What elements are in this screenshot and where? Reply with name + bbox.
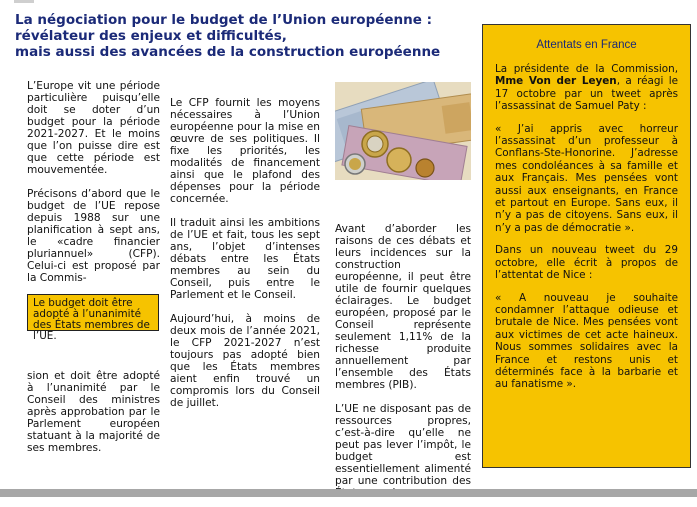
article-column-1 xyxy=(27,80,160,284)
paragraph: Aujourd’hui, à moins de deux mois de l’année 2021, le CFP 2021-2027 n’est toujours pas adopté bien que les États membres aient enfin trouvé un compromis lors du Conseil de juillet. xyxy=(170,313,320,409)
paragraph: L’UE ne disposant pas de ressources propres, c’est-à-dire qu’elle ne peut pas lever l’impôt, le budget est essentiellement alimenté par une contribution des xyxy=(335,403,471,487)
euro-money-illustration xyxy=(335,82,471,180)
highlight-text: Le budget doit être adopté à l’unanimité des États membres de l’UE. xyxy=(33,297,150,342)
top-rule xyxy=(14,0,34,3)
paragraph: Avant d’aborder les raisons de ces débats et leurs incidences sur la construction européenne, il peut être utile de fournir quelques éclairages. Le budget européen, proposé par le Conseil représente seulement 1,11% de la richesse produite annuellement par l’ensemble des États membres (PIB). xyxy=(335,223,471,391)
highlight-box xyxy=(27,294,159,342)
intro-text: La présidente de la Commission, xyxy=(495,63,678,75)
article-column-3 xyxy=(335,223,471,499)
sidebar-intro xyxy=(495,63,678,113)
paragraph: Le CFP fournit les moyens nécessaires à l’Union européenne pour la mise en œuvre de ses politiques. Il fixe les priorités, les modalités de financement ainsi que le plafond des dépenses pour la période concernée. xyxy=(170,97,320,205)
sidebar-box xyxy=(482,24,691,468)
title-line-1: La négociation pour le budget de l’Union européenne : xyxy=(15,12,433,28)
sidebar-quote-1: « J’ai appris avec horreur l’assassinat d’un professeur à Conflans-Ste-Honorine. J’adresse mes condoléances à sa famille et aux Français. Mes pensées vont aussi aux enseignants, en France et partout en Europe. Sans eux, il n’y a pas de citoyens. Sans eux, il n’y a pas de démocratie ». xyxy=(495,122,678,234)
intro-text-end: , a réagi le 17 octobre par un tweet après l’assassinat de Samuel Paty : xyxy=(495,75,678,113)
title-line-3: mais aussi des avancées de la construction européenne xyxy=(15,44,441,60)
euro-money-photo xyxy=(335,82,471,180)
paragraph: Précisons d’abord que le budget de l’UE repose depuis 1988 sur une planification à sept ans, le «cadre financier pluriannuel» (CFP). Celui-ci est proposé par la Commis- xyxy=(27,188,160,284)
paragraph: L’Europe vit une période particulière puisqu’elle doit se doter d’un budget pour la période 2021-2027. Et le moins que l’on puisse dire est que cette période est mouvementée. xyxy=(27,80,160,176)
article-column-1-continued xyxy=(27,370,160,454)
article-title xyxy=(15,12,485,60)
title-line-2: révélateur des enjeux et difficultés, xyxy=(15,28,287,44)
intro-name: Mme Von der Leyen xyxy=(495,75,617,88)
bottom-bar xyxy=(0,489,697,497)
sidebar-body xyxy=(495,63,678,391)
sidebar-title: Attentats en France xyxy=(536,39,637,51)
sidebar-paragraph: Dans un nouveau tweet du 29 octobre, elle écrit à propos de l’attentat de Nice : xyxy=(495,244,678,282)
paragraph: sion et doit être adopté à l’unanimité par le Conseil des ministres après approbation par le Parlement européen statuant à la majorité de ses membres. xyxy=(27,370,160,454)
paragraph: Il traduit ainsi les ambitions de l’UE et fait, tous les sept ans, l’objet d’intenses débats entre les États membres au sein du Conseil, puis entre le Parlement et le Conseil. xyxy=(170,217,320,301)
sidebar-quote-2: « A nouveau je souhaite condamner l’attaque odieuse et brutale de Nice. Mes pensées vont aux victimes de cet acte haineux. Nous sommes solidaires avec la France et restons unis et déterminés face à la barbarie et au fanatisme ». xyxy=(495,291,678,391)
article-column-2 xyxy=(170,97,320,409)
